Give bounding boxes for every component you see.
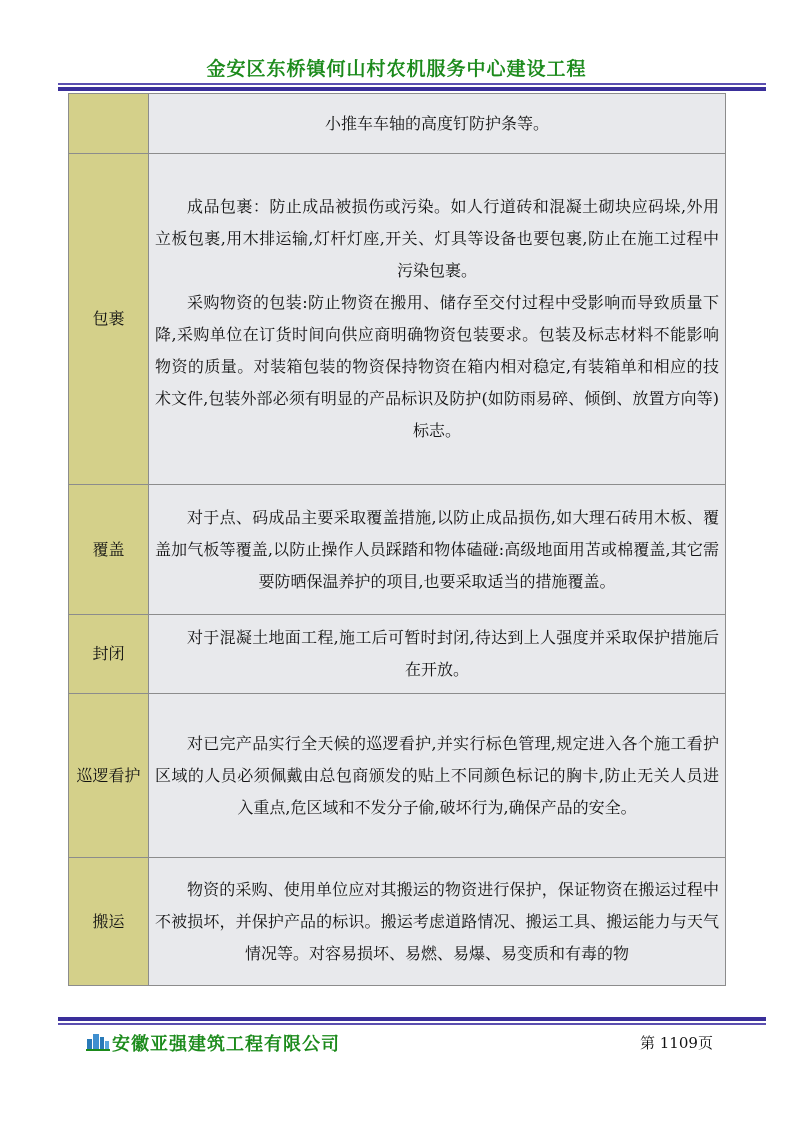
footer-rule-thick [58, 1017, 766, 1021]
table-row [69, 154, 726, 485]
row-label: 巡逻看护 [69, 694, 149, 858]
row-content [149, 94, 726, 154]
header-rule-thin [58, 83, 766, 85]
row-label: 包裹 [69, 154, 149, 485]
row-label: 覆盖 [69, 485, 149, 615]
table-row [69, 615, 726, 694]
content-paragraph: 成品包裹：防止成品被损伤或污染。如人行道砖和混凝土砌块应码垛,外用立板包裹,用木排运输,灯杆灯座,开关、灯具等设备也要包裹,防止在施工过程中污染包裹。 [155, 197, 719, 280]
row-content [149, 615, 726, 694]
content-paragraph: 小推车车轴的高度钉防护条等。 [324, 113, 549, 133]
footer-page-number: 第 1109页 [640, 1034, 713, 1052]
table-row [69, 94, 726, 154]
page-header-title: 金安区东桥镇何山村农机服务中心建设工程 [206, 58, 587, 80]
footer-company-name: 安徽亚强建筑工程有限公司 [112, 1034, 340, 1055]
table-row [69, 694, 726, 858]
row-label [69, 94, 149, 154]
content-paragraph: 对已完产品实行全天候的巡逻看护,并实行标色管理,规定进入各个施工看护区域的人员必须佩戴由总包商颁发的贴上不同颜色标记的胸卡,防止无关人员进入重点,危区域和不发分子偷,破坏行为,确保产品的安全。 [155, 733, 719, 817]
footer-rule-thin [58, 1023, 766, 1025]
content-paragraph: 物资的采购、使用单位应对其搬运的物资进行保护，保证物资在搬运过程中不被损坏，并保护产品的标识。搬运考虑道路情况、搬运工具、搬运能力与天气情况等。对容易损坏、易燃、易爆、易变质和有毒的物 [155, 879, 719, 963]
table-row [69, 485, 726, 615]
protection-measures-table [68, 93, 726, 986]
company-logo-icon [86, 1031, 110, 1051]
table-row [69, 858, 726, 986]
content-paragraph: 对于混凝土地面工程,施工后可暂时封闭,待达到上人强度并采取保护措施后在开放。 [187, 628, 719, 679]
row-content [149, 694, 726, 858]
row-content [149, 154, 726, 485]
header-rule-thick [58, 87, 766, 91]
content-paragraph: 对于点、码成品主要采取覆盖措施,以防止成品损伤,如大理石砖用木板、覆盖加气板等覆盖,以防止操作人员踩踏和物体磕碰:高级地面用苫或棉覆盖,其它需要防晒保温养护的项目,也要采取适当的措施覆盖。 [155, 507, 719, 591]
row-label: 搬运 [69, 858, 149, 986]
row-content [149, 485, 726, 615]
row-content [149, 858, 726, 986]
row-label: 封闭 [69, 615, 149, 694]
content-paragraph: 采购物资的包装:防止物资在搬用、储存至交付过程中受影响而导致质量下降,采购单位在订货时间向供应商明确物资包装要求。包装及标志材料不能影响物资的质量。对装箱包装的物资保持物资在箱内相对稳定,有装箱单和相应的技术文件,包装外部必须有明显的产品标识及防护(如防雨易碎、倾倒、放置方向等)标志。 [155, 293, 719, 440]
